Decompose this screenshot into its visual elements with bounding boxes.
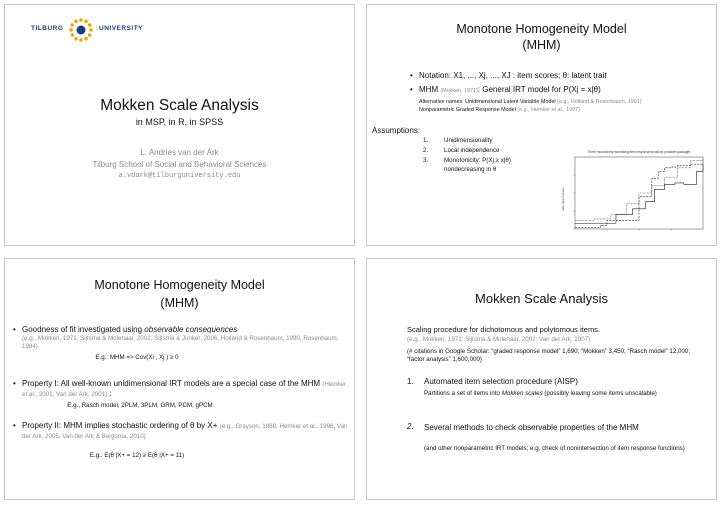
slide3-b1-example: E.g.: MHM => Cov(Xi , Xj ) ≥ 0 [95,354,179,361]
slide3-b1-cite: (e.g., Mokken, 1971, Sijtsma & Molenaar, 2002, Sijtsma & Junker, 2006, Holland & Rosenbaum, 1990, Rosenbaum, 1984) [22,335,339,350]
email[interactable]: a.vdark@tilburguniversity.edu [118,172,241,180]
slide4-intro: Scaling procedure for dichotomous and polytomous items. [407,325,601,334]
slide-4[interactable] [366,258,717,500]
slide3-b2-example: E.g., Rasch model, 2PLM, 3PLM, GRM, PCM, gPCM [67,402,213,409]
logo-star-icon [68,17,94,43]
slide4-item1-title: Automated item selection procedure (AISP) [424,377,578,386]
university-logo [25,15,175,43]
affiliation: Tilburg School of Social and Behavioral Sciences [92,160,267,169]
slide4-citations: (# citations in Google Scholar: “graded response model” 1,690; “Mokken” 3,450; “Rasch model” 12,000; “factor analysis” 1,600,000) [407,348,691,363]
slide3-bullet-property1: • Property I: All well-known unidimensional IRT models are a special case of the MHM (Hemker et al., 2001, Van der Ark, 2001) : [13,379,347,398]
assumption-1: Unidimensionality [444,137,493,144]
assumption-num-3: 3. [423,157,429,164]
slide4-item2-title: Several methods to check observable properties of the MHM [424,423,639,432]
bullet-dot: • [13,325,16,334]
slide-2[interactable] [366,4,717,246]
irf-chart [557,147,707,239]
logo-text-left: TILBURG [31,25,64,32]
slide-1[interactable] [4,4,355,246]
assumption-3-cont: nondecreasing in θ [444,166,497,173]
slide3-bullet-property2: • Property II: MHM implies stochastic ordering of θ by X+ (e.g., Grayson, 1988, Hemker et al., 1996, Van der Ark, 2005, Van der Ark & Bergsma, 2010) [13,421,348,440]
bullet-dot: • [410,85,413,94]
slide1-title: Mokken Scale Analysis [100,97,259,114]
assumption-3: Monotonicity: P(Xj ≥ x|θ) [444,157,511,164]
assumptions-title: Assumptions: [372,126,421,135]
slide4-item2-num: 2. [407,422,414,431]
chart-ylabel: Item step function [561,187,565,211]
slide3-title [5,276,354,312]
assumption-num-1: 1. [423,137,429,144]
slide-3[interactable] [4,258,355,500]
author-name: L. Andries van der Ark [140,148,219,157]
slide2-bullet-mhm: • MHM (Mokken, 1971): General IRT model for P(Xj = x|θ) [410,85,601,94]
bullet-dot: • [410,71,413,80]
slide4-item2-desc: (and other nonparametric IRT models; e.g. check of nonintersection of item response functions) [424,445,685,452]
bullet-dot: • [13,421,16,430]
slide3-title-line2: (MHM) [160,296,199,310]
slide3-bullet-goodness: • Goodness of fit investigated using observable consequences [13,325,238,334]
alt-names: Alternative names: Unidimensional Latent Variable Model (e.g., Holland & Rosenbaum, 1991) [419,99,642,105]
slide3-b3-example: E.g.: E(θ |X+ = 12) ≥ E(θ |X+ = 11) [89,452,185,459]
series-line-dashed [575,163,703,228]
slide1-subtitle: in MSP, in R, in SPSS [135,117,224,127]
slide2-bullet-notation: • Notation: X1, ..., Xj, ..., XJ : item scores; θ: latent trait [410,71,607,80]
slide4-intro-cite: (e.g., Mokken, 1971; Sijtsma & Molenaar, 2002; Van der Ark, 2007) [407,336,591,343]
assumption-2: Local independence [444,147,500,154]
slide2-title [367,21,716,53]
slide2-title-line1: Monotone Homogeneity Model [456,22,627,36]
slide4-item1-desc: Partitions a set of items into Mokken scales (possibly leaving some items unscalable) [424,390,657,397]
slide3-title-line1: Monotone Homogeneity Model [94,278,265,292]
bullet-dot: • [13,379,16,388]
slide4-title: Mokken Scale Analysis [475,291,608,306]
chart-series-group [575,158,703,227]
slide4-item1-num: 1. [407,377,414,386]
slide2-title-line2: (MHM) [522,38,561,52]
assumption-num-2: 2. [423,147,429,154]
npgr-names: Nonparametric Graded Response Model (e.g., Hemker et al., 1997) [419,107,580,113]
logo-text-right: UNIVERSITY [99,25,144,32]
chart-ticks-group [574,157,672,231]
chart-title: Three monotonely increasing item response functions (mokken package) [587,150,691,154]
